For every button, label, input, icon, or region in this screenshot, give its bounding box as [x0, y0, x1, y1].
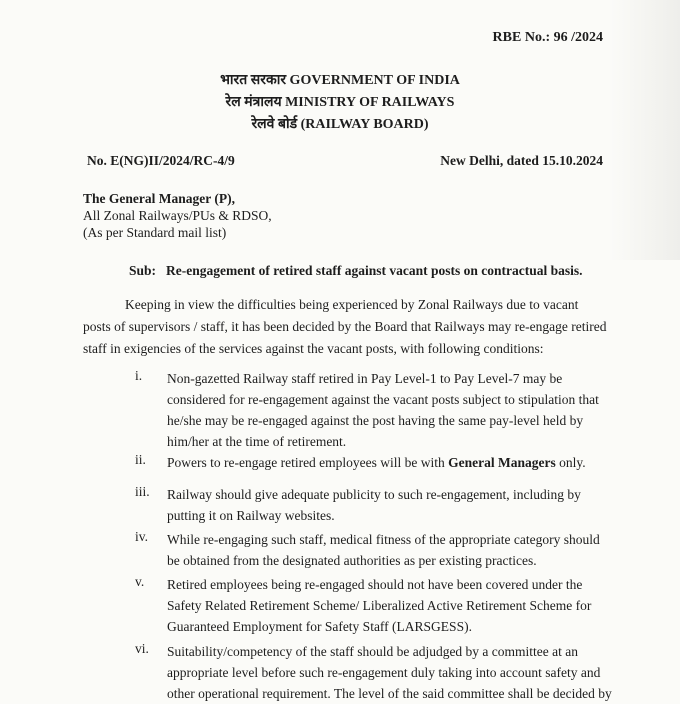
condition-number: i. [135, 368, 143, 383]
condition-text [167, 368, 615, 452]
condition-line: Suitability/competency of the staff should be adjudged by a committee at an [167, 644, 579, 659]
condition-text [167, 452, 615, 473]
condition-line: considered for re-engagement against the vacant posts subject to stipulation that [167, 392, 599, 407]
file-number: No. E(NG)II/2024/RC-4/9 [87, 153, 235, 168]
condition-line: Retired employees being re-engaged should not have been covered under the [167, 577, 583, 592]
condition-number: iv. [135, 529, 148, 544]
header-line-government: भारत सरकार GOVERNMENT OF INDIA [220, 73, 460, 88]
condition-line: Railway should give adequate publicity to such re-engagement, including by [167, 487, 581, 502]
intro-line: posts of supervisors / staff, it has been decided by the Board that Railways may re-engage retired [83, 319, 607, 334]
intro-paragraph [83, 294, 615, 360]
condition-line: Safety Related Retirement Scheme/ Liberalized Active Retirement Scheme for [167, 598, 592, 613]
condition-number: iii. [135, 484, 150, 499]
subject-label: Sub: [129, 263, 157, 278]
intro-line: staff in exigencies of the services against the vacant posts, with following conditions: [83, 341, 544, 356]
addressee-title: The General Manager (P), [83, 191, 235, 206]
condition-line: appropriate level before such re-engagement duly taking into account safety and [167, 665, 601, 680]
condition-line: he/she may be re-engaged against the post having the same pay-level held by [167, 413, 584, 428]
condition-line: be obtained from the designated authorities as per existing practices. [167, 553, 537, 568]
condition-text [167, 529, 615, 571]
condition-text-part: only. [555, 455, 586, 470]
condition-number: ii. [135, 452, 146, 467]
condition-number: v. [135, 574, 145, 589]
condition-text-part: Powers to re-engage retired employees will be with [167, 455, 449, 470]
addressee-note: (As per Standard mail list) [83, 225, 227, 240]
condition-number: vi. [135, 641, 149, 656]
subject-text: Re-engagement of retired staff against vacant posts on contractual basis. [166, 263, 583, 278]
condition-text [167, 484, 615, 526]
condition-bold-text: General Managers [448, 455, 556, 470]
rbe-number: RBE No.: 96 /2024 [492, 30, 603, 45]
header-line-board: रेलवे बोर्ड (RAILWAY BOARD) [251, 117, 429, 132]
header-line-ministry: रेल मंत्रालय MINISTRY OF RAILWAYS [225, 95, 455, 110]
condition-line: Guaranteed Employment for Safety Staff (LARSGESS). [167, 619, 472, 634]
subject-line [129, 263, 583, 279]
condition-line: putting it on Railway websites. [167, 508, 335, 523]
condition-line: While re-engaging such staff, medical fitness of the appropriate category should [167, 532, 600, 547]
intro-line: Keeping in view the difficulties being experienced by Zonal Railways due to vacant [125, 297, 579, 312]
condition-line: him/her at the time of retirement. [167, 434, 347, 449]
addressee-line: All Zonal Railways/PUs & RDSO, [83, 208, 272, 223]
date-line: New Delhi, dated 15.10.2024 [440, 153, 603, 168]
condition-line: Non-gazetted Railway staff retired in Pay Level-1 to Pay Level-7 may be [167, 371, 563, 386]
condition-line: other operational requirement. The level of the said committee shall be decided by [167, 686, 612, 701]
condition-text [167, 574, 615, 637]
